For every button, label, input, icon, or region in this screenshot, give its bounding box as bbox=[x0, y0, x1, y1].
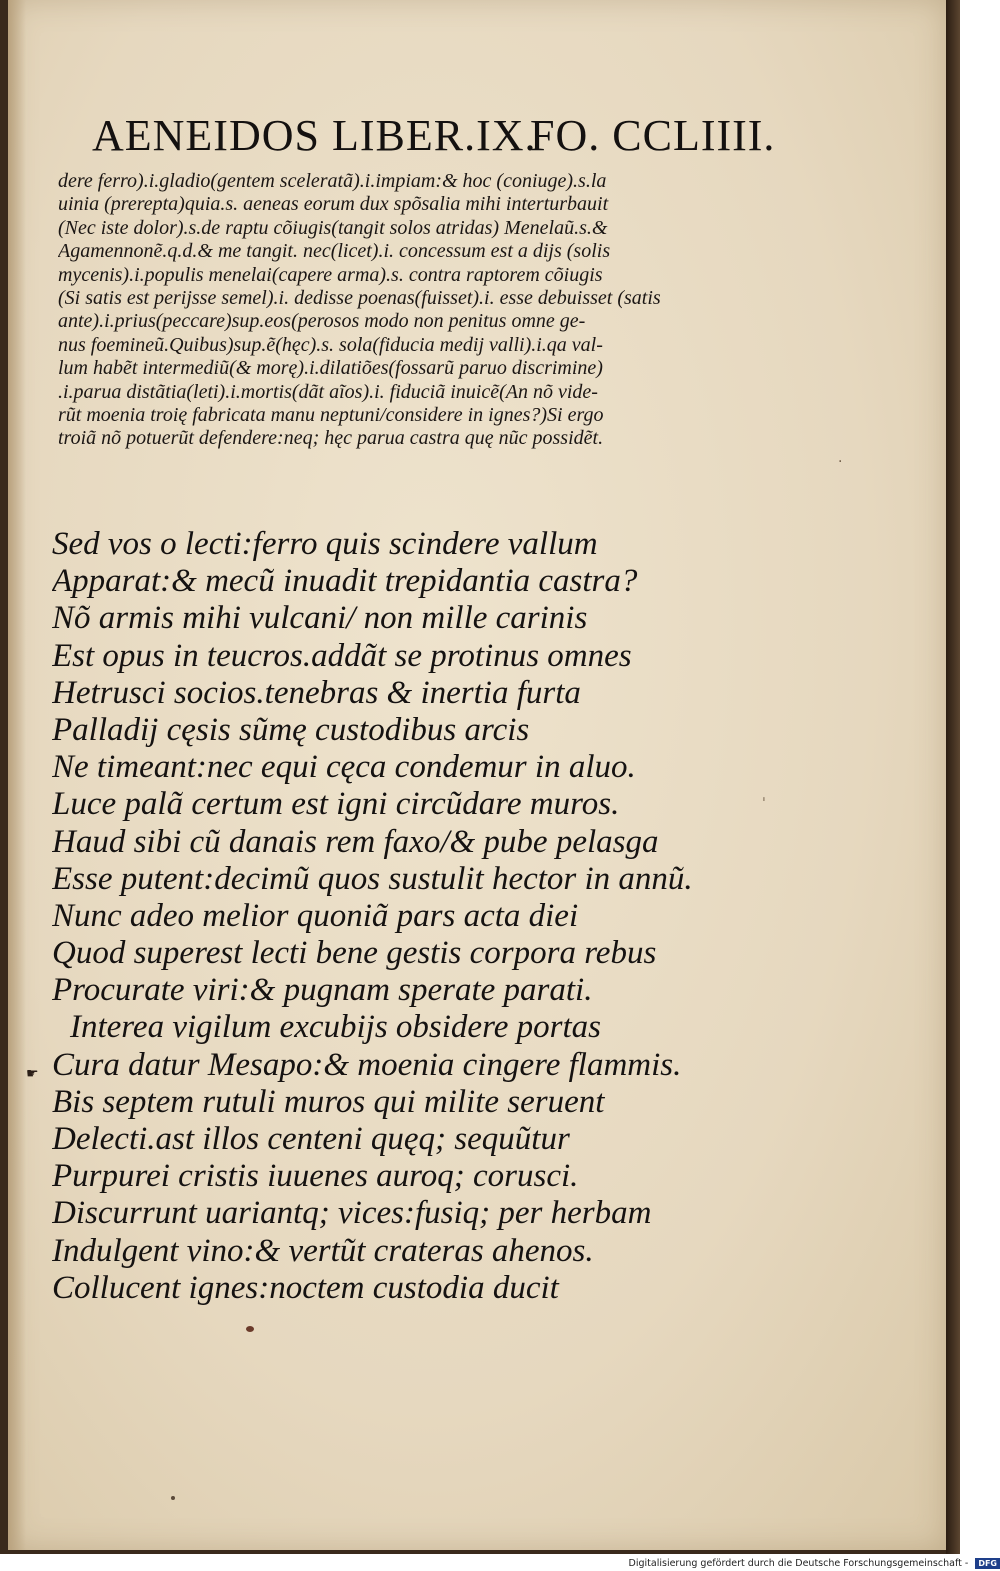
verse-line: Haud sibi cũ danais rem faxo/& pube pelasga bbox=[52, 823, 659, 860]
verse-line: Delecti.ast illos centeni quęq; sequũtur bbox=[52, 1121, 570, 1157]
commentary-line: uinia (prerepta)quia.s. aeneas eorum dux spõsalia mihi interturbauit bbox=[58, 193, 609, 216]
page-edge bbox=[946, 0, 960, 1554]
verse-line: Collucent ignes:noctem custodia ducit bbox=[52, 1269, 559, 1306]
verse-line: Nõ armis mihi vulcani/ non mille carinis bbox=[52, 600, 588, 637]
verse-line: Bis septem rutuli muros qui milite seruent bbox=[52, 1083, 605, 1120]
verse-line: Nunc adeo melior quoniã pars acta diei bbox=[52, 897, 579, 934]
verse-line: Cura datur Mesapo:& moenia cingere flammis. bbox=[52, 1046, 682, 1083]
verse-line: Hetrusci socios.tenebras & inertia furta bbox=[52, 674, 581, 711]
commentary-line: troiã nõ potuerũt defendere:neq; hęc parua castra quę nũc possidẽt. bbox=[58, 427, 604, 450]
verse-line: Purpurei cristis iuuenes auroq; corusci. bbox=[52, 1158, 579, 1195]
commentary-line: nus foemineũ.Quibus)sup.ẽ(hęc).s. sola(fiducia medij valli).i.qa val- bbox=[58, 333, 603, 356]
margin-tick: · bbox=[838, 454, 843, 470]
commentary-line: .i.parua distãtia(leti).i.mortis(dãt aĩos).i. fiduciã inuicẽ(An nõ vide- bbox=[58, 380, 598, 403]
verse-line: Procurate viri:& pugnam sperate parati. bbox=[52, 972, 593, 1009]
commentary-line: rũt moenia troię fabricata manu neptuni/considere in ignes?)Si ergo bbox=[58, 403, 604, 426]
commentary-line: (Nec iste dolor).s.de raptu cõiugis(tangit solos atridas) Menelaũ.s.& bbox=[58, 216, 608, 239]
verse-line: Quod superest lecti bene gestis corpora rebus bbox=[52, 935, 657, 972]
pointing-hand-icon: ☛ bbox=[26, 1066, 39, 1082]
verse-line: Luce palã certum est igni circũdare muros. bbox=[52, 786, 620, 823]
commentary-line: ante).i.prius(peccare)sup.eos(perosos modo non penitus omne ge- bbox=[58, 310, 586, 333]
page-gutter bbox=[8, 0, 26, 1550]
page-header bbox=[92, 110, 776, 164]
ink-spot bbox=[246, 1326, 254, 1332]
verse-line: Interea vigilum excubijs obsidere portas bbox=[70, 1009, 601, 1046]
verse-line: Apparat:& mecũ inuadit trepidantia castra? bbox=[52, 563, 638, 600]
verse-block bbox=[52, 526, 812, 1307]
commentary-line: mycenis).i.populis menelai(capere arma).s. contra raptorem cõiugis bbox=[58, 263, 603, 286]
verse-line: Indulgent vino:& vertũt crateras ahenos. bbox=[52, 1232, 594, 1269]
ink-spot bbox=[171, 1496, 175, 1500]
margin-tick: ˈ bbox=[762, 796, 766, 812]
verse-line: Esse putent:decimũ quos sustulit hector in annũ. bbox=[52, 860, 693, 897]
commentary-block bbox=[58, 170, 792, 451]
running-title: AENEIDOS LIBER.IX. bbox=[92, 111, 537, 160]
verse-line: Discurrunt uariantq; vices:fusiq; per herbam bbox=[52, 1195, 652, 1232]
footer-credit: Digitalisierung gefördert durch die Deutsche Forschungsgemeinschaft - bbox=[628, 1558, 969, 1569]
commentary-line: lum habẽt intermediũ(& morę).i.dilatiões(fossarũ paruo discrimine) bbox=[58, 357, 603, 380]
verse-line: Palladij cęsis sũmę custodibus arcis bbox=[52, 711, 530, 748]
commentary-line: dere ferro).i.gladio(gentem sceleratã).i.impiam:& hoc (coniuge).s.la bbox=[58, 170, 607, 192]
verse-line: Est opus in teucros.addãt se protinus omnes bbox=[52, 637, 632, 674]
dfg-logo: DFG bbox=[975, 1558, 1000, 1569]
folio-number: FO. CCLIIII. bbox=[530, 111, 776, 160]
verse-line: Sed vos o lecti:ferro quis scindere vallum bbox=[52, 526, 598, 562]
commentary-line: Agamennonẽ.q.d.& me tangit. nec(licet).i. concessum est a dijs (solis bbox=[58, 240, 611, 263]
commentary-line: (Si satis est perijsse semel).i. dedisse poenas(fuisset).i. esse debuisset (satis bbox=[58, 286, 661, 309]
verse-line: Ne timeant:nec equi cęca condemur in aluo. bbox=[52, 749, 636, 786]
digitization-footer bbox=[598, 1556, 1000, 1571]
